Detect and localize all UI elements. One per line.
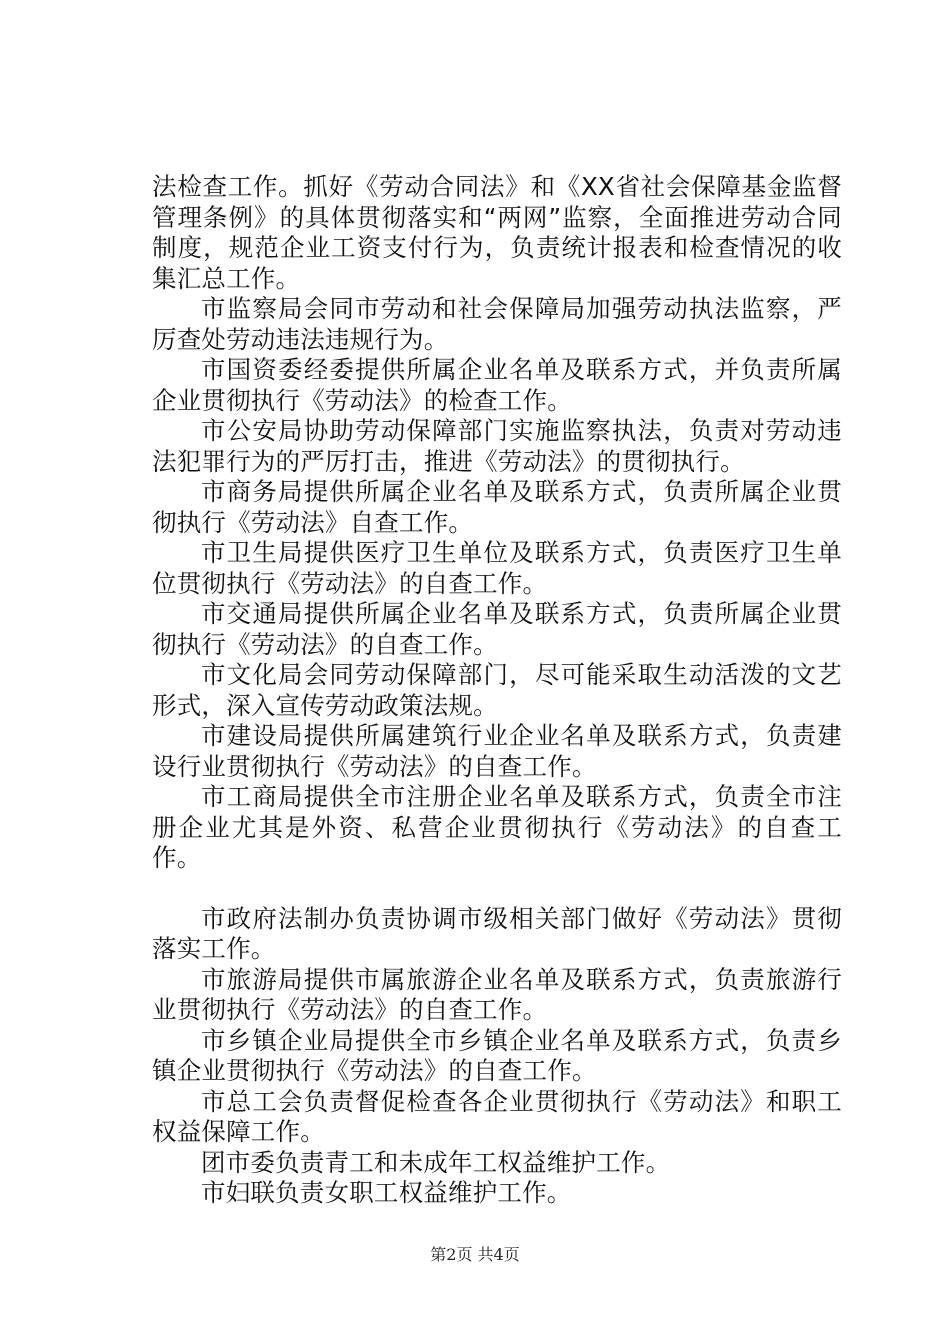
paragraph: 市公安局协助劳动保障部门实施监察执法，负责对劳动违法犯罪行为的严厉打击，推进《劳动法》的贯彻执行。 bbox=[152, 416, 842, 476]
paragraph: 市工商局提供全市注册企业名单及联系方式，负责全市注册企业尤其是外资、私营企业贯彻执行《劳动法》的自查工作。 bbox=[152, 782, 842, 872]
paragraph: 市监察局会同市劳动和社会保障局加强劳动执法监察，严厉查处劳动违法违规行为。 bbox=[152, 294, 842, 354]
paragraph: 市乡镇企业局提供全市乡镇企业名单及联系方式，负责乡镇企业贯彻执行《劳动法》的自查工作。 bbox=[152, 1025, 842, 1085]
paragraph: 市交通局提供所属企业名单及联系方式，负责所属企业贯彻执行《劳动法》的自查工作。 bbox=[152, 599, 842, 659]
page-footer: 第2页 共4页 bbox=[430, 1245, 520, 1264]
paragraph: 市政府法制办负责协调市级相关部门做好《劳动法》贯彻落实工作。 bbox=[152, 903, 842, 963]
paragraph-spacer bbox=[152, 874, 842, 904]
paragraph: 市建设局提供所属建筑行业企业名单及联系方式，负责建设行业贯彻执行《劳动法》的自查工作。 bbox=[152, 721, 842, 781]
paragraph: 市国资委经委提供所属企业名单及联系方式，并负责所属企业贯彻执行《劳动法》的检查工作。 bbox=[152, 355, 842, 415]
document-body bbox=[152, 172, 842, 1209]
paragraph: 市妇联负责女职工权益维护工作。 bbox=[201, 1178, 572, 1207]
paragraph: 市卫生局提供医疗卫生单位及联系方式，负责医疗卫生单位贯彻执行《劳动法》的自查工作。 bbox=[152, 538, 842, 598]
paragraph: 市文化局会同劳动保障部门，尽可能采取生动活泼的文艺形式，深入宣传劳动政策法规。 bbox=[152, 660, 842, 720]
paragraph: 市商务局提供所属企业名单及联系方式，负责所属企业贯彻执行《劳动法》自查工作。 bbox=[152, 477, 842, 537]
paragraph: 团市委负责青工和未成年工权益维护工作。 bbox=[201, 1147, 671, 1177]
paragraph-continuation: 法检查工作。抓好《劳动合同法》和《XX省社会保障基金监督管理条例》的具体贯彻落实和“两网”监察，全面推进劳动合同制度，规范企业工资支付行为，负责统计报表和检查情况的收集汇总工作。 bbox=[152, 172, 842, 293]
paragraph: 市旅游局提供市属旅游企业名单及联系方式，负责旅游行业贯彻执行《劳动法》的自查工作。 bbox=[152, 964, 842, 1024]
paragraph: 市总工会负责督促检查各企业贯彻执行《劳动法》和职工权益保障工作。 bbox=[152, 1086, 842, 1146]
